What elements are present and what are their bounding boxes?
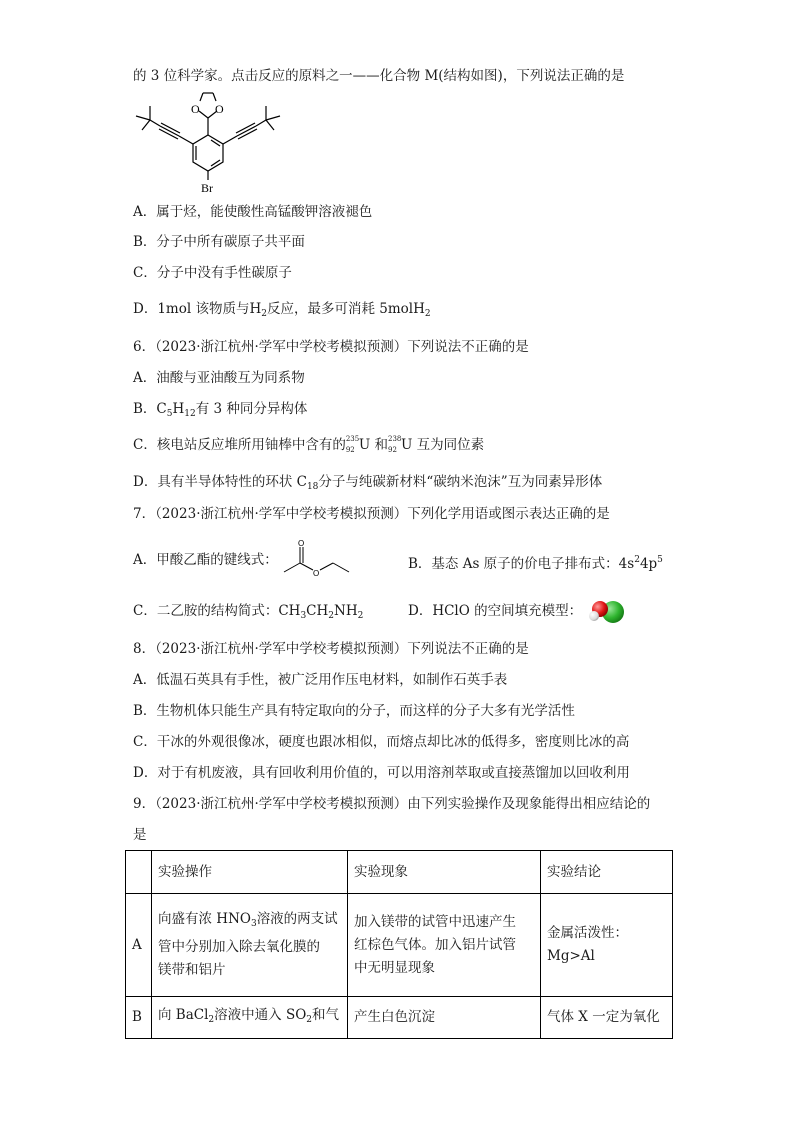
- experiment-table: [125, 850, 673, 1039]
- q8-option-d: D．对于有机废液，具有回收利用价值的，可以用溶剂萃取或直接蒸馏加以回收利用: [133, 765, 630, 781]
- q6-c-post: U 互为同位素: [401, 437, 485, 453]
- q7-option-a: A．甲酸乙酯的键线式：: [133, 552, 278, 568]
- q7-b-text: B．基态 As 原子的价电子排布式：4s: [408, 556, 635, 572]
- q7-c-text: C．二乙胺的结构简式：CH: [133, 603, 301, 619]
- q9-stem-line1: 9．（2023·浙江杭州·学军中学校考模拟预测）由下列实验操作及现象能得出相应结论的: [133, 796, 651, 812]
- q5-d-amount: 5molH: [379, 301, 425, 317]
- header-cell-index: [126, 851, 152, 894]
- q6-option-d: [133, 473, 602, 496]
- q6-d-text: D．具有半导体特性的环状 C: [133, 474, 307, 490]
- q7-b-mid: 4p: [639, 556, 658, 572]
- u238-isotope: 238 92: [388, 434, 402, 454]
- row-a-conclusion: 金属活泼性： Mg>Al: [541, 894, 673, 997]
- row-a-operation: 向盛有浓 $HNO_3$溶液的两支试 管中分别加入除去氧化膜的 镁带和铝片: [152, 894, 348, 997]
- q5-d-h: H: [249, 301, 262, 317]
- q6-b-h: H: [172, 401, 185, 417]
- q6-option-c: [133, 436, 484, 455]
- q6-b-c: B．C: [133, 401, 167, 417]
- carbonyl-oxygen: O: [298, 539, 305, 548]
- q6-option-b: [133, 400, 307, 423]
- q5-d-hsub: 2: [261, 309, 267, 319]
- q7-b-sup2: 5: [657, 555, 663, 565]
- table-header-row: [126, 851, 673, 894]
- q8-option-b: B．生物机体只能生产具有特定取向的分子，而这样的分子大多有光学活性: [133, 703, 575, 719]
- q8-option-c: C．干冰的外观很像冰，硬度也跟冰相似，而熔点却比冰的低得多，密度则比冰的高: [133, 734, 630, 750]
- q6-c-u1: U 和: [358, 437, 389, 453]
- q6-b-sub1: 5: [166, 409, 173, 419]
- compound-m-structure: [128, 88, 298, 196]
- q7-b-sup1: 2: [634, 555, 640, 565]
- q6-b-sub2: 12: [184, 409, 196, 419]
- q7-option-d: D．HClO 的空间填充模型：: [408, 603, 583, 619]
- q5-d-text: D．1mol 该物质与: [133, 301, 250, 317]
- q6-option-a: A．油酸与亚油酸互为同系物: [133, 370, 305, 386]
- q5-option-c: C．分子中没有手性碳原子: [133, 265, 292, 281]
- oxygen-label-left: O: [191, 102, 200, 116]
- header-cell-phenomenon: 实验现象: [348, 851, 541, 894]
- header-cell-conclusion: 实验结论: [541, 851, 673, 894]
- q6-b-post: 有 3 种同分异构体: [195, 401, 308, 417]
- hydrogen-atom: [589, 611, 599, 621]
- q9-stem-line2: 是: [133, 827, 147, 843]
- row-b-label: B: [126, 997, 152, 1039]
- row-a-phenomenon: 加入镁带的试管中迅速产生 红棕色气体。加入铝片试管 中无明显现象: [348, 894, 541, 997]
- q6-d-post: 分子与纯碳新材料“碳纳米泡沫”互为同素异形体: [318, 474, 603, 490]
- q5-d-mid: 反应，最多可消耗: [266, 301, 375, 317]
- u235-isotope: 235 92: [345, 434, 360, 454]
- ester-oxygen: O: [313, 569, 320, 578]
- q6-c-text: C．核电站反应堆所用铀棒中含有的: [133, 437, 346, 453]
- oxygen-label-right: O: [215, 102, 224, 116]
- q6-d-sub: 18: [306, 482, 319, 492]
- row-b-phenomenon: 产生白色沉淀: [348, 997, 541, 1039]
- q7-stem: 7．（2023·浙江杭州·学军中学校考模拟预测）下列化学用语或图示表达正确的是: [133, 506, 610, 522]
- table-row: [126, 894, 673, 997]
- row-b-conclusion: 气体 X 一定为氧化: [541, 997, 673, 1039]
- ethyl-formate-skeletal: [280, 538, 355, 580]
- q5-d-amountsub: 2: [424, 309, 431, 319]
- intro-text: 的 3 位科学家。点击反应的原料之一——化合物 M(结构如图)，下列说法正确的是: [133, 68, 625, 84]
- table-row: [126, 997, 673, 1039]
- q7-option-c: C．二乙胺的结构简式：$CH_3CH_2NH_2$: [133, 603, 364, 621]
- q5-option-b: B．分子中所有碳原子共平面: [133, 234, 305, 250]
- row-a-label: A: [126, 894, 152, 997]
- q5-option-a: A．属于烃，能使酸性高锰酸钾溶液褪色: [133, 204, 373, 220]
- q8-option-a: A．低温石英具有手性，被广泛用作压电材料，如制作石英手表: [133, 672, 508, 688]
- row-b-operation: 向 BaCl$_2$溶液中通入 $SO_2$和气: [152, 997, 348, 1039]
- header-cell-operation: 实验操作: [152, 851, 348, 894]
- q6-stem: 6．（2023·浙江杭州·学军中学校考模拟预测）下列说法不正确的是: [133, 339, 529, 355]
- q7-option-b: [408, 551, 663, 573]
- hclo-space-filling-model: [584, 597, 628, 625]
- q5-option-d: [133, 300, 431, 323]
- q8-stem: 8．（2023·浙江杭州·学军中学校考模拟预测）下列说法不正确的是: [133, 641, 529, 657]
- bromine-label: Br: [201, 181, 213, 195]
